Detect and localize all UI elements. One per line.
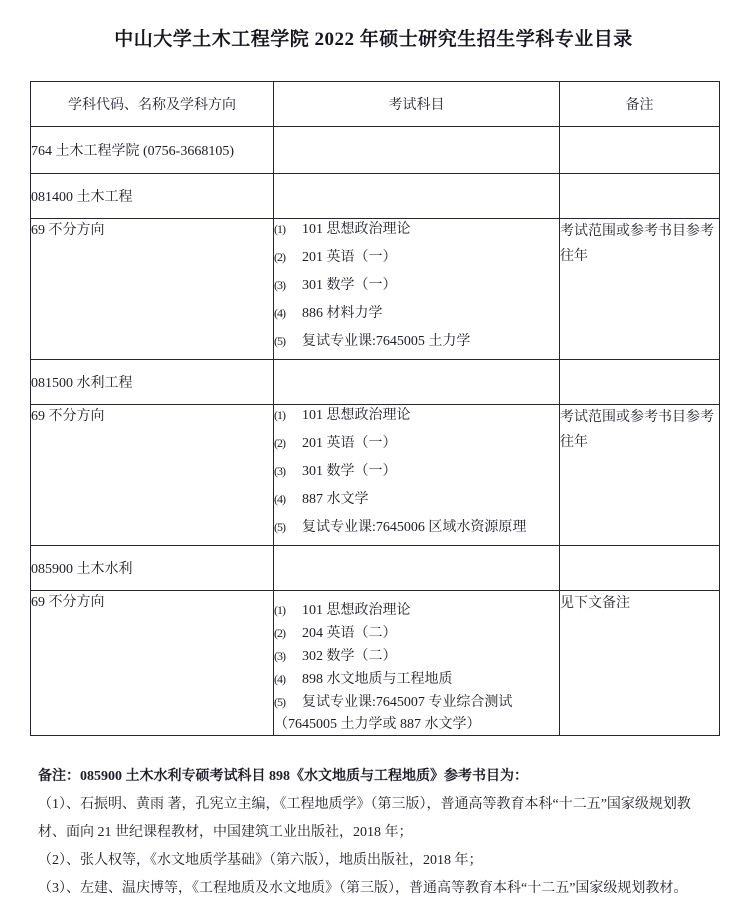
footnote-intro: 备注：085900 土木水利专硕考试科目 898《水文地质与工程地质》参考书目为：: [38, 769, 528, 784]
exam-subject: [274, 461, 559, 482]
subject-text: 复试专业课:7645005 土力学: [302, 334, 471, 349]
col-header-remarks: 备注: [560, 82, 720, 127]
footnote-item: （2）、张人权等，《水文地质学基础》（第六版），地质出版社，2018 年；: [38, 853, 483, 868]
footnotes-section: [38, 763, 713, 903]
subject-text: 复试专业课:7645007 专业综合测试: [302, 695, 513, 710]
subject-number: (2): [274, 250, 285, 264]
subject-text: 886 材料力学: [302, 306, 383, 321]
direction-cell: 69 不分方向: [31, 591, 274, 736]
exam-subject: [274, 275, 559, 296]
subject-text: 101 思想政治理论: [302, 603, 411, 618]
subject-number: (1): [274, 603, 285, 617]
document-page: [0, 24, 747, 917]
subject-text: 复试专业课:7645006 区域水资源原理: [302, 520, 527, 535]
subject-text: 301 数学（一）: [302, 278, 397, 293]
program-code-cell: 081500 水利工程: [31, 360, 274, 405]
subject-text: 101 思想政治理论: [302, 222, 411, 237]
subject-number: (2): [274, 436, 285, 450]
subject-number: (5): [274, 695, 285, 709]
subject-number: (5): [274, 334, 285, 348]
exam-subject: [274, 247, 559, 268]
exam-subjects-cell: [274, 405, 560, 546]
direction-cell: 69 不分方向: [31, 219, 274, 360]
subject-number: (5): [274, 520, 285, 534]
empty-cell: [274, 546, 560, 591]
page-title: 中山大学土木工程学院 2022 年硕士研究生招生学科专业目录: [114, 29, 633, 50]
subject-text: 101 思想政治理论: [302, 408, 411, 423]
exam-subject-continuation: （7645005 土力学或 887 水文学）: [274, 717, 481, 732]
exam-subject: [274, 600, 559, 621]
subject-number: (4): [274, 306, 285, 320]
exam-subjects-cell: [274, 591, 560, 736]
subject-number: (3): [274, 649, 285, 663]
footnote-item: （1）、石振明、黄雨 著，孔宪立主编，《工程地质学》（第三版），普通高等教育本科“十二五”国家级规划教材、面向 21 世纪课程教材，中国建筑工业出版社，2018 年；: [38, 797, 691, 840]
exam-subject: [274, 517, 559, 538]
empty-cell: [560, 174, 720, 219]
empty-cell: [274, 360, 560, 405]
col-header-exam-subjects: 考试科目: [274, 82, 560, 127]
subject-text: 887 水文学: [302, 492, 369, 507]
exam-subject: [274, 489, 559, 510]
exam-subject: [274, 646, 559, 667]
table-header-row: [31, 82, 720, 127]
subject-text: 898 水文地质与工程地质: [302, 672, 453, 687]
subject-text: 301 数学（一）: [302, 464, 397, 479]
subject-number: (3): [274, 278, 285, 292]
exam-subject: [274, 405, 559, 426]
program-code-row: [31, 546, 720, 591]
subject-text: 204 英语（二）: [302, 626, 397, 641]
col-header-discipline: 学科代码、名称及学科方向: [31, 82, 274, 127]
empty-cell: [274, 174, 560, 219]
program-code-row: [31, 174, 720, 219]
subject-number: (3): [274, 464, 285, 478]
subject-number: (1): [274, 222, 285, 236]
college-name-cell: 764 土木工程学院 (0756-3668105): [31, 127, 274, 174]
exam-subject: [274, 219, 559, 240]
direction-row: [31, 219, 720, 360]
subject-number: (2): [274, 626, 285, 640]
direction-row: [31, 591, 720, 736]
remark-cell: 考试范围或参考书目参考往年: [560, 405, 720, 546]
subject-number: (4): [274, 492, 285, 506]
college-row: [31, 127, 720, 174]
program-code-row: [31, 360, 720, 405]
remark-cell: 见下文备注: [560, 591, 720, 736]
exam-subject: [274, 623, 559, 644]
subject-number: (1): [274, 408, 285, 422]
subject-text: 201 英语（一）: [302, 436, 397, 451]
empty-cell: [560, 127, 720, 174]
exam-subject: [274, 669, 559, 690]
program-code-cell: 085900 土木水利: [31, 546, 274, 591]
footnote-item: （3）、左建、温庆博等，《工程地质及水文地质》（第三版），普通高等教育本科“十二五”国家级规划教材。: [38, 881, 688, 896]
subject-text: 201 英语（一）: [302, 250, 397, 265]
subject-text: 302 数学（二）: [302, 649, 397, 664]
exam-subject: [274, 303, 559, 324]
subject-number: (4): [274, 672, 285, 686]
exam-subject: [274, 692, 559, 713]
admissions-catalog-table: [30, 81, 720, 736]
exam-subject: [274, 433, 559, 454]
remark-cell: 考试范围或参考书目参考往年: [560, 219, 720, 360]
program-code-cell: 081400 土木工程: [31, 174, 274, 219]
empty-cell: [560, 360, 720, 405]
exam-subject: [274, 331, 559, 352]
direction-cell: 69 不分方向: [31, 405, 274, 546]
empty-cell: [274, 127, 560, 174]
direction-row: [31, 405, 720, 546]
empty-cell: [560, 546, 720, 591]
exam-subjects-cell: [274, 219, 560, 360]
